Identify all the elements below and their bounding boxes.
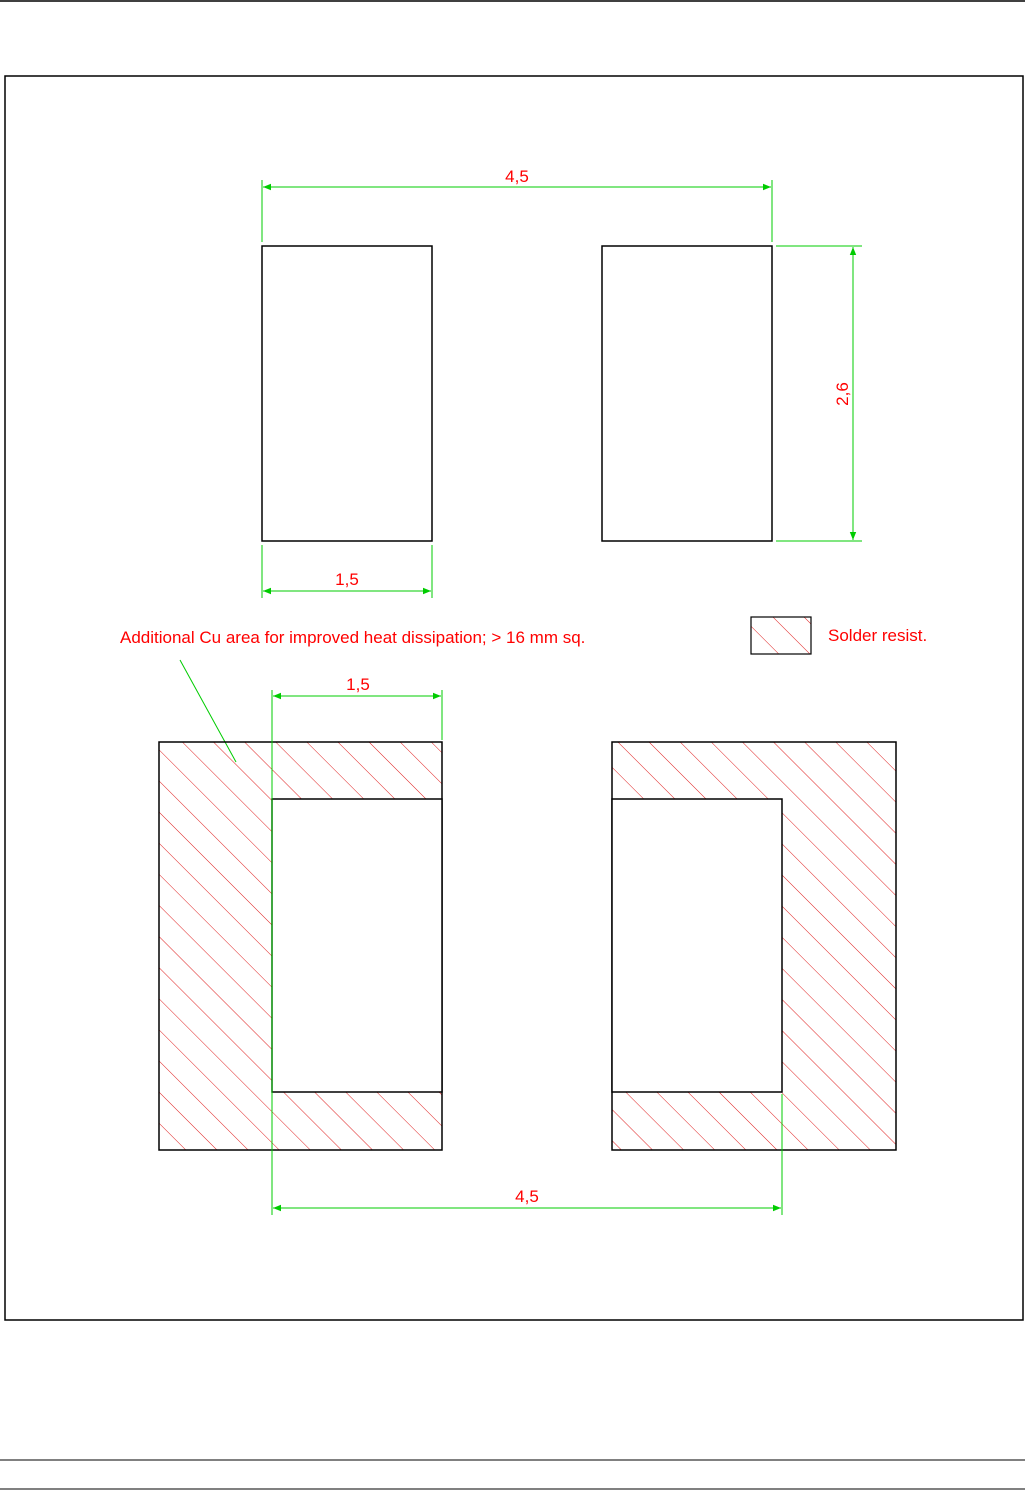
legend xyxy=(751,617,927,654)
top-height-label: 2,6 xyxy=(833,382,852,406)
legend-hatch-swatch xyxy=(751,617,811,654)
bottom-right-pad xyxy=(612,799,782,1092)
bottom-pad-width-label: 1,5 xyxy=(346,675,370,694)
top-right-pad xyxy=(602,246,772,541)
top-pad-width-label: 1,5 xyxy=(335,570,359,589)
top-view xyxy=(262,167,862,598)
bottom-left-pad xyxy=(272,799,442,1092)
heat-dissipation-note: Additional Cu area for improved heat dissipation; > 16 mm sq. xyxy=(120,628,586,647)
top-width-label: 4,5 xyxy=(505,167,529,186)
legend-label: Solder resist. xyxy=(828,626,928,645)
bottom-width-label: 4,5 xyxy=(515,1187,539,1206)
bottom-view xyxy=(120,628,896,1215)
top-left-pad xyxy=(262,246,432,541)
